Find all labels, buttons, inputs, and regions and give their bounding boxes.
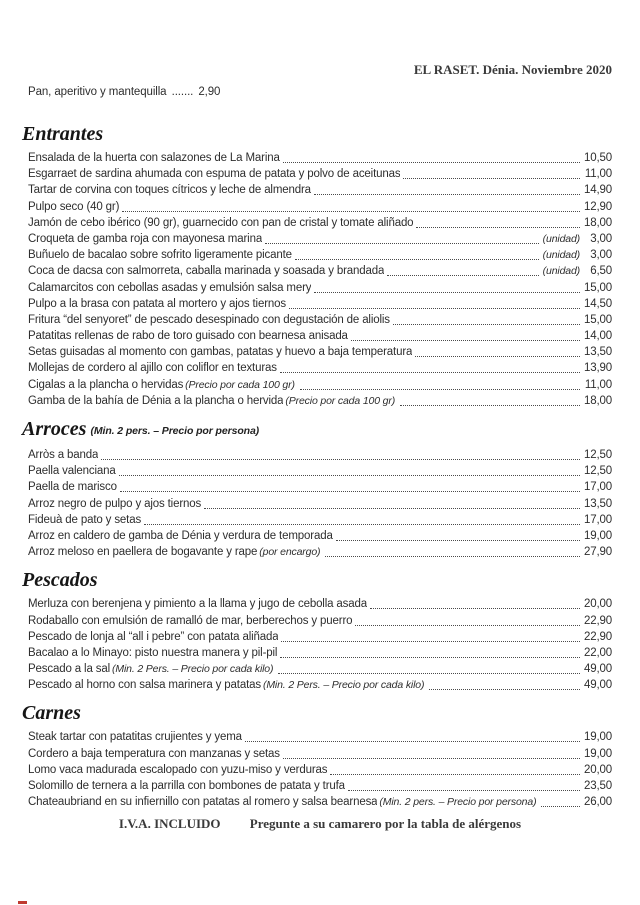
item-name: Paella valenciana <box>28 465 116 478</box>
intro-item <box>28 84 612 100</box>
item-name: Chateaubriand en su infiernillo con patatas al romero y salsa bearnesa <box>28 796 378 809</box>
leader-dots <box>300 377 580 390</box>
item-name: Paella de marisco <box>28 481 117 494</box>
menu-item-row <box>28 296 612 312</box>
leader-dots <box>144 512 580 525</box>
section-items <box>28 447 612 560</box>
leader-dots <box>400 393 580 406</box>
menu-item-row <box>28 150 612 166</box>
item-price: 27,90 <box>583 546 612 559</box>
leader-dots <box>120 479 580 492</box>
menu-item-row <box>28 166 612 182</box>
menu-item-row <box>28 215 612 231</box>
item-price: 6,50 <box>590 265 612 278</box>
item-price: 19,00 <box>583 731 612 744</box>
leader-dots <box>281 629 580 642</box>
menu-item-row <box>28 479 612 495</box>
menu-item-row <box>28 778 612 794</box>
menu-item-row <box>28 231 612 247</box>
section-heading <box>22 570 612 591</box>
item-price: 26,00 <box>583 796 612 809</box>
menu-item-row <box>28 794 612 810</box>
item-price: 3,00 <box>590 249 612 262</box>
item-post-note: (unidad) <box>542 232 580 245</box>
menu-item-row <box>28 629 612 645</box>
item-price: 3,00 <box>590 232 612 245</box>
menu-section <box>22 418 612 560</box>
leader-dots <box>348 778 580 791</box>
item-pre-note: (Min. 2 Pers. – Precio por cada kilo) <box>262 679 425 692</box>
menu-section <box>22 702 612 810</box>
section-items <box>28 596 612 693</box>
leader-dots <box>295 247 539 260</box>
leader-dots <box>283 150 580 163</box>
menu-item-row <box>28 463 612 479</box>
item-pre-note: (Min. 2 pers. – Precio por persona) <box>379 796 537 809</box>
menu-item-row <box>28 645 612 661</box>
leader-dots <box>403 166 580 179</box>
menu-footer <box>28 816 612 832</box>
item-name: Merluza con berenjena y pimiento a la llama y jugo de cebolla asada <box>28 598 367 611</box>
leader-dots <box>336 528 580 541</box>
section-heading <box>22 124 612 145</box>
section-subtitle: (Min. 2 pers. – Precio por persona) <box>90 425 260 437</box>
item-name: Cordero a baja temperatura con manzanas y setas <box>28 747 280 760</box>
menu-item-row <box>28 762 612 778</box>
restaurant-header: EL RASET. Dénia. Noviembre 2020 <box>413 62 612 77</box>
item-name: Fritura “del senyoret” de pescado desespinado con degustación de aliolis <box>28 313 390 326</box>
leader-dots <box>101 447 580 460</box>
leader-dots <box>541 794 580 807</box>
menu-item-row <box>28 677 612 693</box>
leader-dots <box>330 762 580 775</box>
item-pre-note: (Min. 2 Pers. – Precio por cada kilo) <box>112 663 274 676</box>
leader-dots <box>415 344 580 357</box>
item-name: Arròs a banda <box>28 449 99 461</box>
item-name: Calamarcitos con cebollas asadas y emulsión salsa mery <box>28 281 312 294</box>
item-price: 15,00 <box>583 313 612 326</box>
menu-item-row <box>28 280 612 296</box>
leader-dots <box>204 496 580 509</box>
menu-section <box>22 569 612 693</box>
item-name: Steak tartar con patatitas crujientes y yema <box>28 731 242 744</box>
item-price: 18,00 <box>583 394 612 407</box>
section-title: Arroces <box>22 418 87 440</box>
item-name: Pulpo seco (40 gr) <box>28 200 120 213</box>
item-price: 22,00 <box>583 646 612 659</box>
item-price: 18,00 <box>583 216 612 229</box>
item-price: 14,00 <box>583 330 612 343</box>
leader-dots <box>325 544 580 557</box>
item-price: 20,00 <box>583 763 612 776</box>
item-name: Pescado a la sal <box>28 663 110 676</box>
leader-dots <box>280 645 580 658</box>
item-name: Rodaballo con emulsión de ramalló de mar, berberechos y puerro <box>28 614 353 627</box>
footer-allergens-note: Pregunte a su camarero por la tabla de alérgenos <box>249 816 522 832</box>
leader-dots <box>283 746 580 759</box>
section-heading <box>22 703 612 724</box>
leader-dots <box>245 729 580 742</box>
menu-item-row <box>28 496 612 512</box>
menu-item-row <box>28 661 612 677</box>
item-name: Arroz en caldero de gamba de Dénia y verdura de temporada <box>28 529 333 542</box>
menu-item-row <box>28 596 612 612</box>
item-name: Fideuà de pato y setas <box>28 513 142 526</box>
item-price: 17,00 <box>583 481 612 494</box>
item-price: 12,50 <box>583 465 612 478</box>
menu-item-row <box>28 312 612 328</box>
menu-item-row <box>28 746 612 762</box>
menu-item-row <box>28 328 612 344</box>
item-price: 22,90 <box>583 614 612 627</box>
item-name: Esgarraet de sardina ahumada con espuma de patata y polvo de aceitunas <box>28 168 401 181</box>
menu-item-row <box>28 377 612 393</box>
item-price: 10,50 <box>583 152 612 164</box>
item-name: Mollejas de cordero al ajillo con coliflor en texturas <box>28 362 277 375</box>
menu-item-row <box>28 613 612 629</box>
item-name: Jamón de cebo ibérico (90 gr), guarnecido con pan de cristal y tomate aliñado <box>28 216 414 229</box>
item-name: Tartar de corvina con toques cítricos y leche de almendra <box>28 184 311 197</box>
item-pre-note: (Precio por cada 100 gr) <box>285 394 396 407</box>
item-pre-note: (por encargo) <box>259 546 321 559</box>
leader-dots <box>355 613 580 626</box>
leader-dots <box>122 199 580 212</box>
item-name: Pescado al horno con salsa marinera y patatas <box>28 679 261 692</box>
section-title: Carnes <box>22 702 81 725</box>
menu-item-row <box>28 199 612 215</box>
menu-item-row <box>28 393 612 409</box>
item-price: 13,90 <box>583 362 612 375</box>
intro-item-dots: ....... <box>171 86 194 98</box>
item-price: 49,00 <box>583 663 612 676</box>
item-name: Arroz meloso en paellera de bogavante y rape <box>28 546 258 559</box>
menu-sections <box>22 123 612 810</box>
menu-item-row <box>28 447 612 463</box>
section-items <box>28 150 612 409</box>
item-price: 15,00 <box>583 281 612 294</box>
menu-item-row <box>28 263 612 279</box>
menu-item-row <box>28 528 612 544</box>
item-price: 11,00 <box>584 168 612 181</box>
menu-item-row <box>28 544 612 560</box>
leader-dots <box>278 661 580 674</box>
item-price: 17,00 <box>583 513 612 526</box>
menu-item-row <box>28 360 612 376</box>
leader-dots <box>387 263 538 276</box>
item-price: 14,90 <box>583 184 612 197</box>
item-name: Arroz negro de pulpo y ajos tiernos <box>28 497 202 510</box>
item-price: 23,50 <box>583 780 612 792</box>
item-price: 14,50 <box>583 297 612 310</box>
leader-dots <box>370 596 580 609</box>
item-price: 13,50 <box>583 346 612 359</box>
item-name: Cigalas a la plancha o hervidas <box>28 378 184 391</box>
item-name: Croqueta de gamba roja con mayonesa marina <box>28 232 263 245</box>
item-price: 22,90 <box>583 630 612 643</box>
item-price: 19,00 <box>583 529 612 542</box>
item-name: Pescado de lonja al “all i pebre” con patata aliñada <box>28 630 279 643</box>
menu-item-row <box>28 182 612 198</box>
intro-item-price: 2,90 <box>198 86 221 98</box>
leader-dots <box>289 296 580 309</box>
item-price: 49,00 <box>583 679 612 692</box>
item-name: Pulpo a la brasa con patata al mortero y ajos tiernos <box>28 297 286 310</box>
leader-dots <box>314 182 580 195</box>
item-name: Patatitas rellenas de rabo de toro guisado con bearnesa anisada <box>28 330 348 343</box>
leader-dots <box>314 280 580 293</box>
leader-dots <box>416 215 580 228</box>
leader-dots <box>393 312 580 325</box>
item-name: Buñuelo de bacalao sobre sofrito ligeramente picante <box>28 249 292 262</box>
leader-dots <box>351 328 580 341</box>
section-items <box>28 729 612 810</box>
menu-item-row <box>28 729 612 745</box>
item-price: 20,00 <box>583 598 612 611</box>
menu-item-row <box>28 512 612 528</box>
item-post-note: (unidad) <box>542 265 580 278</box>
item-price: 12,90 <box>583 200 612 213</box>
leader-dots <box>119 463 580 476</box>
footer-iva-note: I.V.A. INCLUIDO <box>118 816 221 832</box>
leader-dots <box>265 231 539 244</box>
section-heading <box>22 419 612 442</box>
item-name: Bacalao a lo Minayo: pisto nuestra manera y pil-pil <box>28 646 278 659</box>
menu-section <box>22 123 612 409</box>
section-title: Entrantes <box>22 123 104 145</box>
menu-item-row <box>28 247 612 263</box>
item-name: Coca de dacsa con salmorreta, caballa marinada y soasada y brandada <box>28 265 385 278</box>
item-name: Ensalada de la huerta con salazones de La Marina <box>28 152 280 164</box>
menu-item-row <box>28 344 612 360</box>
red-accent-mark <box>18 901 27 904</box>
item-name: Setas guisadas al momento con gambas, patatas y huevo a baja temperatura <box>28 346 413 359</box>
item-name: Gamba de la bahía de Dénia a la plancha o hervida <box>28 394 284 407</box>
leader-dots <box>280 360 580 373</box>
leader-dots <box>429 677 580 690</box>
section-title: Pescados <box>22 569 98 592</box>
item-name: Lomo vaca madurada escalopado con yuzu-miso y verduras <box>28 763 328 776</box>
item-price: 12,50 <box>583 449 612 461</box>
item-price: 19,00 <box>583 747 612 760</box>
item-post-note: (unidad) <box>542 249 580 262</box>
item-pre-note: (Precio por cada 100 gr) <box>185 378 295 391</box>
item-price: 13,50 <box>583 497 612 510</box>
item-price: 11,00 <box>584 378 612 391</box>
item-name: Solomillo de ternera a la parrilla con bombones de patata y trufa <box>28 780 345 792</box>
intro-item-name: Pan, aperitivo y mantequilla <box>28 86 167 98</box>
